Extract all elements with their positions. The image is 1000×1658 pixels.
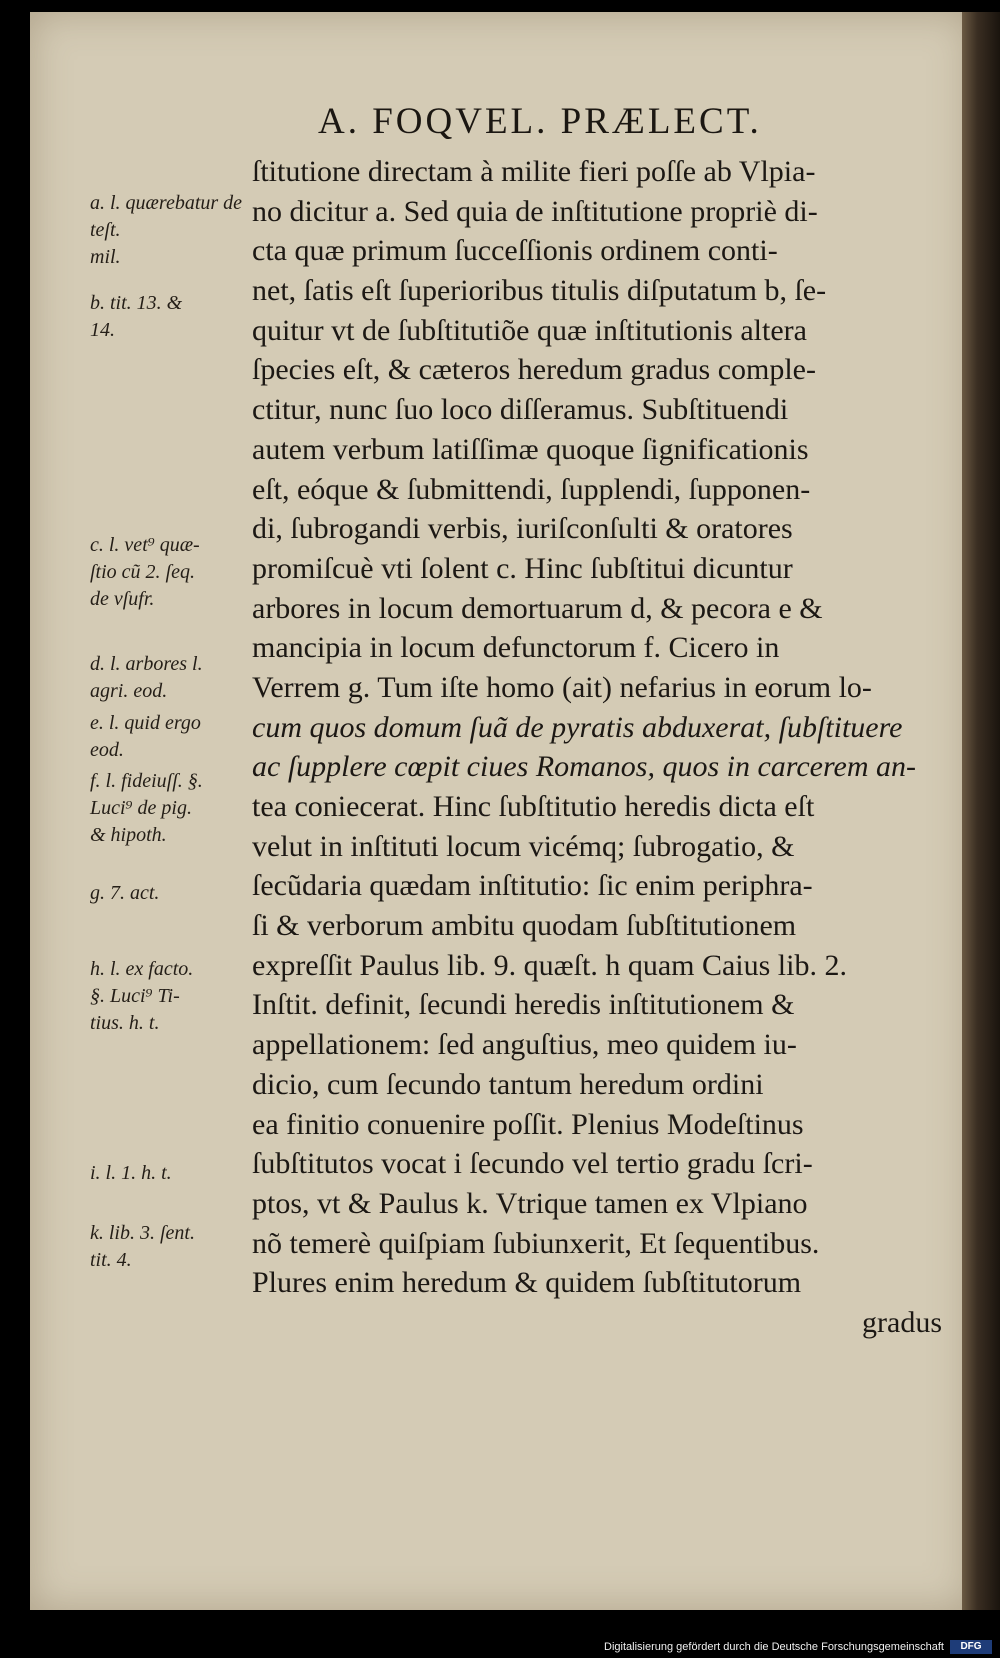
running-head: A. FOQVEL. PRÆLECT. [318,101,762,142]
text-line: Verrem g. Tum iſte homo (ait) nefarius in eorum lo- [252,670,872,704]
text-line: net, ſatis eſt ſuperioribus titulis diſputatum b, ſe- [252,274,827,308]
text-line: velut in inſtituti locum vicémq; ſubrogatio, & [252,829,795,863]
text-line: arbores in locum demortuarum d, & pecora e & [252,591,823,625]
text-line: tea coniecerat. Hinc ſubſtitutio heredis dicta eſt [252,790,815,823]
marginal-note [90,532,250,613]
marginal-note [90,651,250,705]
text-line: ac ſupplere cœpit ciues Romanos, quos in carcerem an- [252,750,917,784]
note-line: h. l. ex facto. [90,958,194,980]
text-line: nõ temerè quiſpiam ſubiunxerit, Et ſequentibus. [252,1226,820,1260]
dfg-logo: DFG [950,1640,992,1654]
note-line: 14. [90,319,115,341]
text-line: appellationem: ſed anguſtius, meo quidem iu- [252,1028,797,1062]
note-line: c. l. vet⁹ quæ- [90,534,200,556]
note-line: Luci⁹ de pig. [90,797,192,819]
text-line: ea finitio conuenire poſſit. Plenius Modeſtinus [252,1107,804,1141]
marginal-note [90,956,250,1037]
text-line: ſubſtitutos vocat i ſecundo vel tertio gradu ſcri- [252,1147,813,1181]
marginal-note [90,1160,250,1187]
digitization-credit: Digitalisierung gefördert durch die Deutsche Forschungsgemeinschaft [0,1636,1000,1658]
catchword: gradus [862,1305,942,1339]
note-line: & hipoth. [90,824,167,846]
book-edge [962,12,1000,1610]
text-line: cum quos domum ſuã de pyratis abduxerat, ſubſtituere [252,710,903,744]
text-line: promiſcuè vti ſolent c. Hinc ſubſtitui dicuntur [252,551,793,585]
note-line: tit. 4. [90,1249,132,1271]
text-line: ſtitutione directam à milite fieri poſſe ab Vlpia- [252,155,816,188]
text-line: Plures enim heredum & quidem ſubſtitutorum [252,1266,802,1300]
note-line: b. tit. 13. & [90,292,183,314]
text-line: ſecũdaria quædam inſtitutio: ſic enim periphra- [252,869,813,903]
note-line: §. Luci⁹ Ti- [90,985,180,1007]
text-line: autem verbum latiſſimæ quoque ſignificationis [252,432,809,466]
marginal-note [90,1220,250,1274]
text-line: ſi & verborum ambitu quodam ſubſtitutionem [252,909,797,943]
note-line: mil. [90,246,121,268]
note-line: a. l. quærebatur de teſt. [90,192,243,241]
text-line: expreſſit Paulus lib. 9. quæſt. h quam Caius lib. 2. [252,948,847,982]
marginal-note [90,190,250,271]
note-line: i. l. 1. h. t. [90,1162,172,1184]
text-line: cta quæ primum ſucceſſionis ordinem conti- [252,234,778,268]
text-line: ptos, vt & Paulus k. Vtrique tamen ex Vlpiano [252,1186,808,1220]
text-line: ctitur, nunc ſuo loco diſſeramus. Subſtituendi [252,393,789,427]
text-line: quitur vt de ſubſtitutiõe quæ inſtitutionis altera [252,313,807,347]
text-line: dicio, cum ſecundo tantum heredum ordini [252,1067,764,1101]
text-line: Inſtit. definit, ſecundi heredis inſtitutionem & [252,988,795,1022]
text-line: di, ſubrogandi verbis, iuriſconſulti & oratores [252,512,793,546]
text-line: mancipia in locum defunctorum f. Cicero in [252,631,780,665]
note-line: eod. [90,739,124,761]
note-line: tius. h. t. [90,1012,160,1034]
note-line: d. l. arbores l. [90,653,203,675]
marginal-note [90,768,250,849]
main-text [252,152,952,1343]
text-line: ſpecies eſt, & cæteros heredum gradus comple- [252,353,816,387]
note-line: g. 7. act. [90,882,160,904]
text-line: no dicitur a. Sed quia de inſtitutione propriè di- [252,194,818,228]
marginal-note [90,290,250,344]
note-line: de vſufr. [90,588,155,610]
note-line: agri. eod. [90,680,168,702]
text-line: eſt, eóque & ſubmittendi, ſupplendi, ſupponen- [252,472,811,506]
marginal-note [90,880,250,907]
note-line: k. lib. 3. ſent. [90,1222,195,1244]
note-line: f. l. fideiuſſ. §. [90,770,203,792]
marginal-note [90,710,250,764]
note-line: ſtio cũ 2. ſeq. [90,561,195,583]
note-line: e. l. quid ergo [90,712,201,734]
